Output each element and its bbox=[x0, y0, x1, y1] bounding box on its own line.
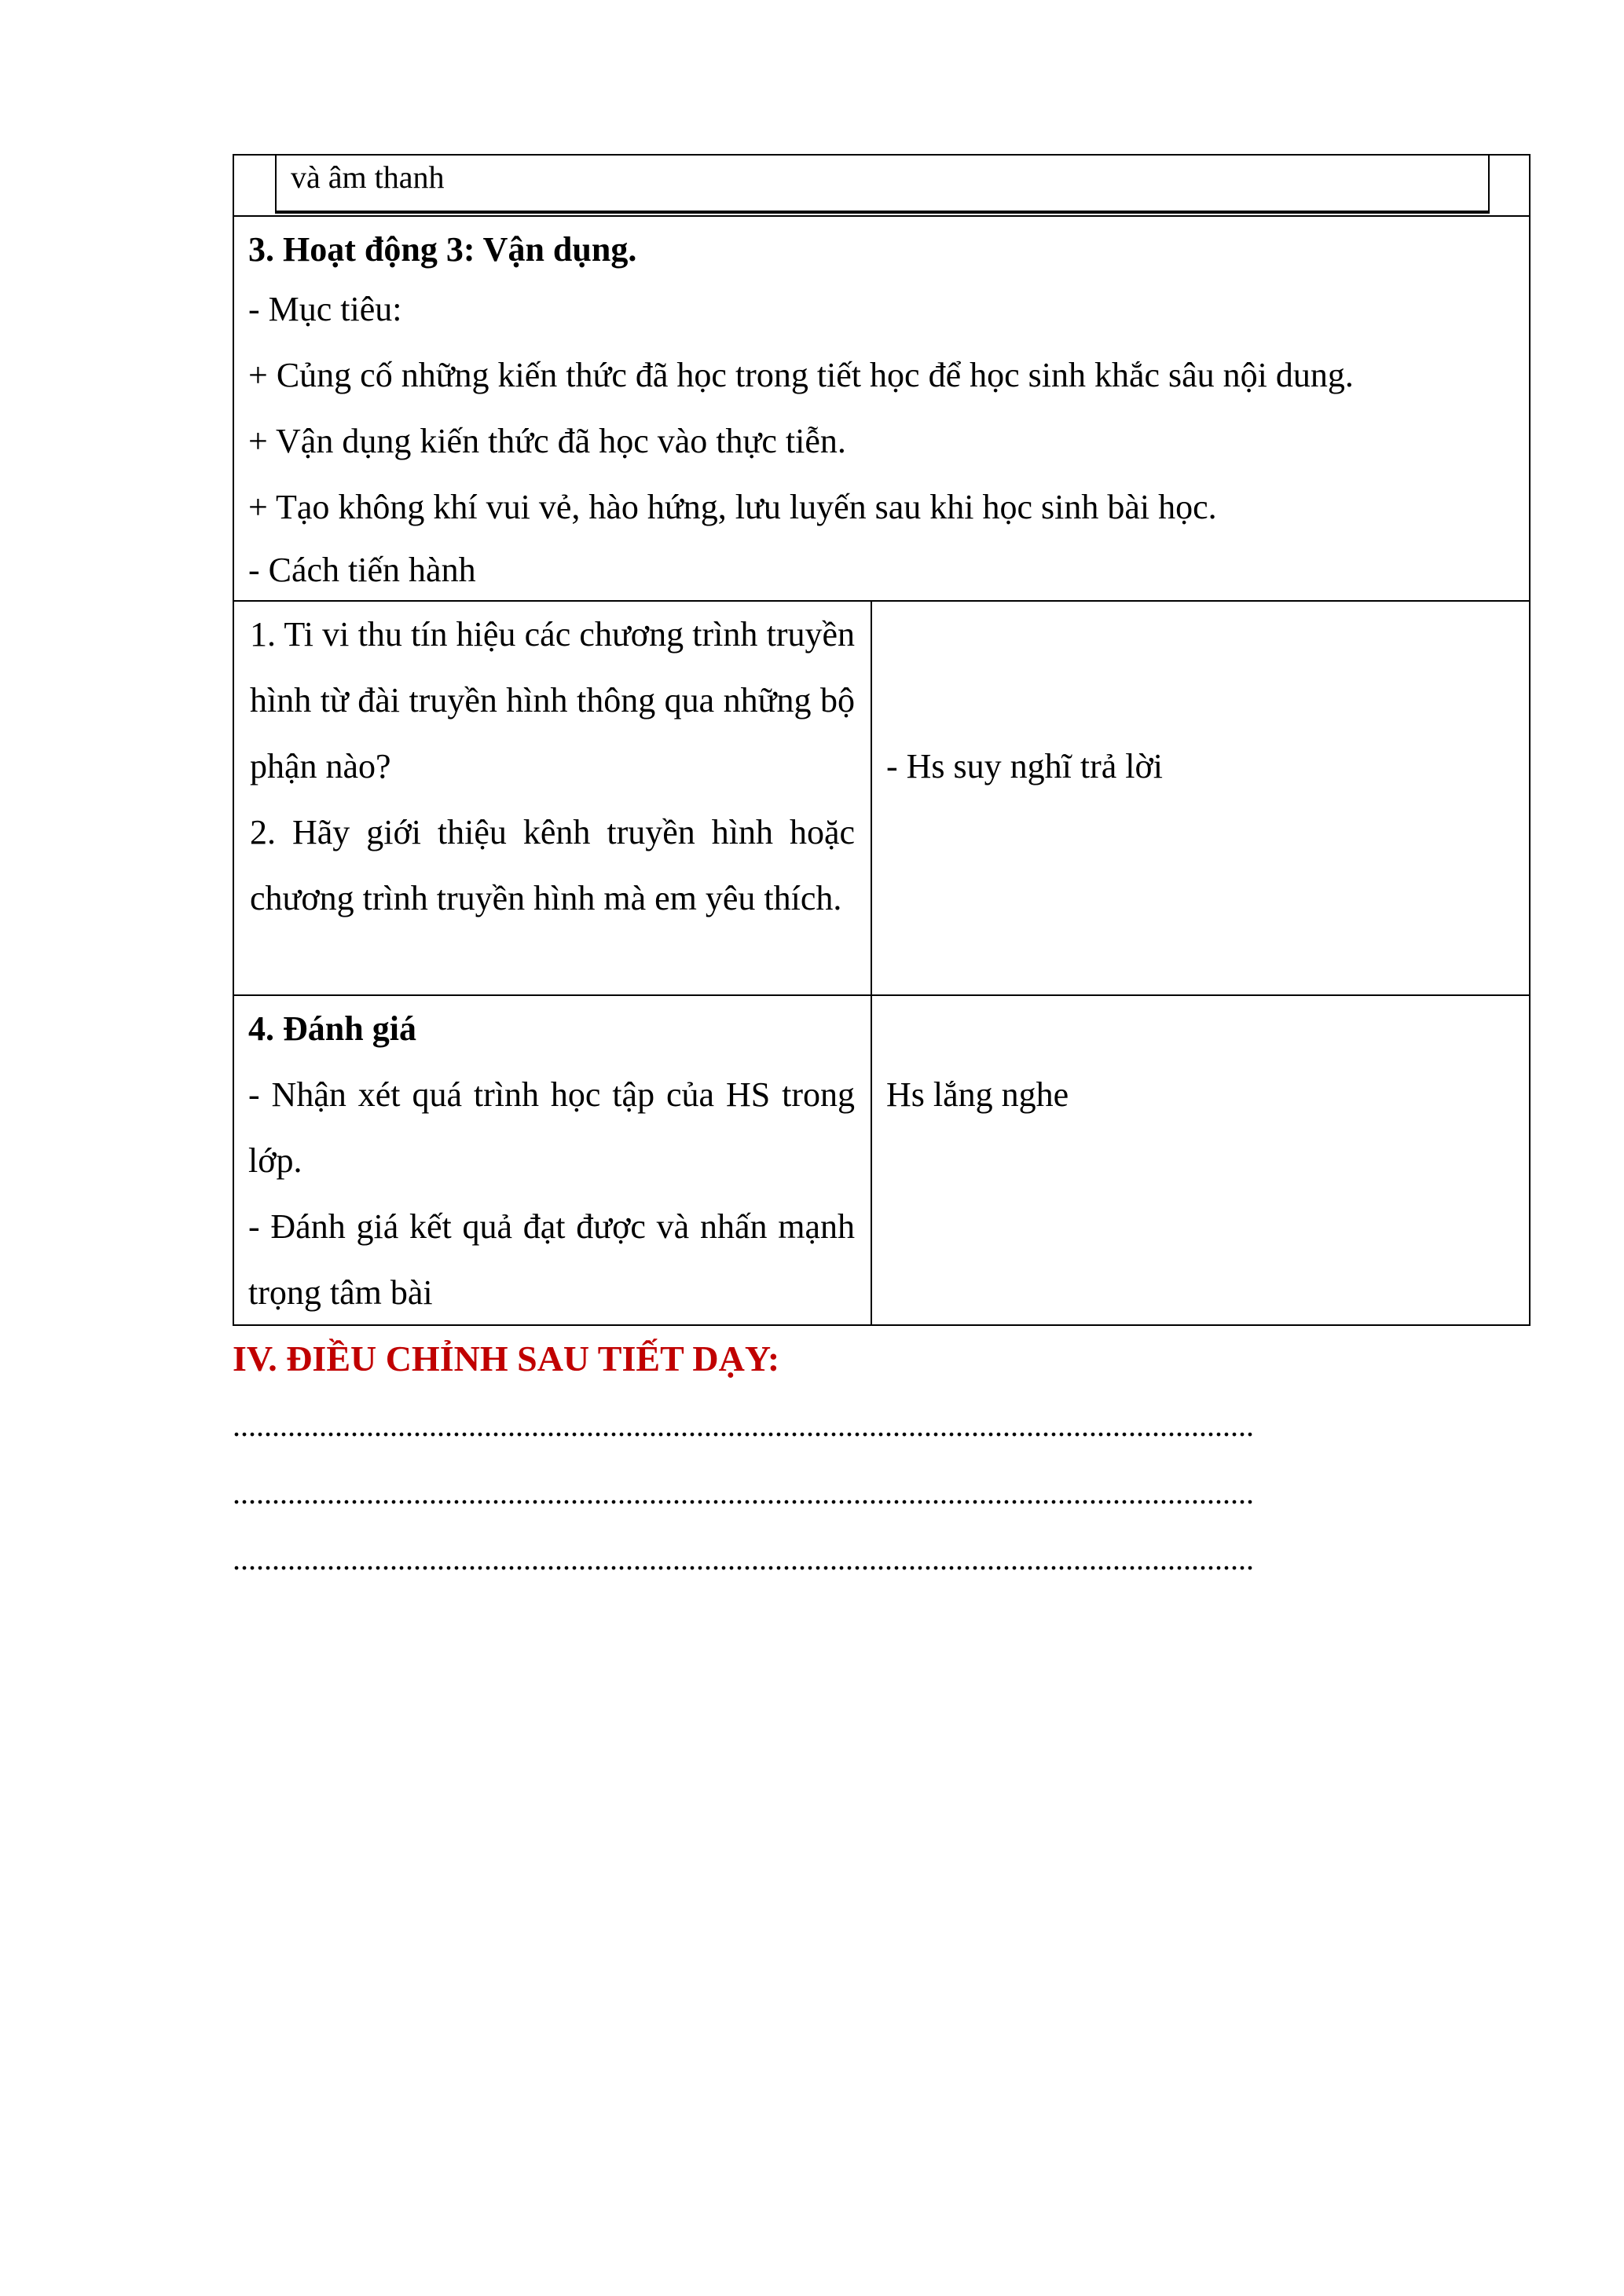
answer-text: - Hs suy nghĩ trả lời bbox=[886, 747, 1164, 785]
activity3-line: - Cách tiến hành bbox=[248, 551, 476, 589]
table-row-continuation bbox=[234, 156, 1529, 215]
question-1: 1. Ti vi thu tín hiệu các chương trình truyền hình từ đài truyền hình thông qua những bộ phận nào? bbox=[250, 615, 855, 785]
assessment-response-cell bbox=[872, 996, 1529, 1324]
activity3-line: - Mục tiêu: bbox=[248, 290, 402, 328]
assessment-line: - Nhận xét quá trình học tập của HS trong lớp. bbox=[248, 1075, 855, 1180]
activity3-line: + Củng cố những kiến thức đã học trong tiết học để học sinh khắc sâu nội dung. bbox=[248, 356, 1354, 394]
nested-cell bbox=[275, 156, 1490, 214]
assessment-cell bbox=[234, 996, 872, 1324]
lesson-table bbox=[233, 154, 1531, 1326]
assessment-line: - Đánh giá kết quả đạt được và nhấn mạnh trọng tâm bài bbox=[248, 1207, 855, 1312]
activity3-title: 3. Hoạt động 3: Vận dụng. bbox=[248, 230, 637, 269]
dotted-line: .................................................................................................................................. bbox=[233, 1475, 1254, 1511]
answers-cell bbox=[872, 602, 1529, 994]
section-iv-heading: IV. ĐIỀU CHỈNH SAU TIẾT DẠY: bbox=[233, 1338, 780, 1379]
question-2: 2. Hãy giới thiệu kênh truyền hình hoặc chương trình truyền hình mà em yêu thích. bbox=[250, 813, 855, 917]
dotted-line: .................................................................................................................................. bbox=[233, 1541, 1254, 1576]
table-row-activity3 bbox=[234, 215, 1529, 600]
dotted-line: .................................................................................................................................. bbox=[233, 1408, 1254, 1443]
table-row-assessment bbox=[234, 994, 1529, 1324]
activity3-line: + Tạo không khí vui vẻ, hào hứng, lưu luyến sau khi học sinh bài học. bbox=[248, 488, 1217, 526]
questions-cell bbox=[234, 602, 872, 994]
activity3-cell bbox=[234, 217, 1529, 600]
continuation-text: và âm thanh bbox=[291, 159, 445, 195]
assessment-title: 4. Đánh giá bbox=[248, 1009, 416, 1048]
activity3-line: + Vận dụng kiến thức đã học vào thực tiễn. bbox=[248, 422, 846, 460]
table-row-questions bbox=[234, 600, 1529, 994]
assessment-response: Hs lắng nghe bbox=[886, 1075, 1069, 1114]
